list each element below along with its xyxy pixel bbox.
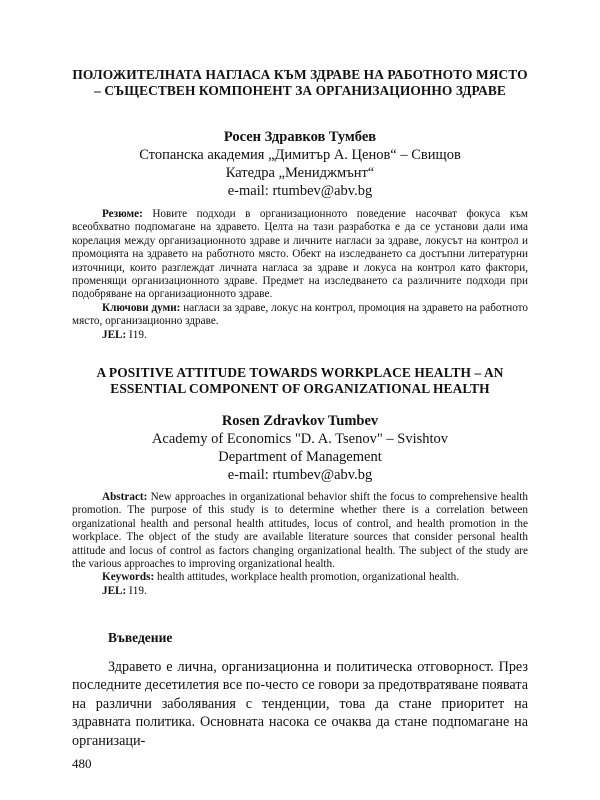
title-bulgarian: ПОЛОЖИТЕЛНАТА НАГЛАСА КЪМ ЗДРАВЕ НА РАБОТНОТО МЯСТО – СЪЩЕСТВЕН КОМПОНЕНТ ЗА ОРГАНИЗАЦИОННО ЗДРАВЕ — [72, 67, 528, 98]
introduction-paragraph: Здравето е лична, организационна и политическа отговорност. През последните десетилетия все по-често се говори за предотвратяване появата на различни заболявания с тенденции, това да стане приоритет на здравната политика. Основната насока се очаква да стане подпомагане на организаци- — [72, 659, 528, 749]
author-block-english — [72, 412, 528, 484]
department-bulgarian: Катедра „Мениджмънт“ — [225, 165, 375, 181]
abstract-english — [72, 491, 528, 598]
abstract-label-english: Abstract: — [102, 491, 148, 503]
abstract-bulgarian — [72, 208, 528, 342]
author-block-bulgarian — [72, 128, 528, 200]
abstract-paragraph-english — [72, 491, 528, 571]
title-english: A POSITIVE ATTITUDE TOWARDS WORKPLACE HEALTH – AN ESSENTIAL COMPONENT OF ORGANIZATIONAL HEALTH — [96, 365, 504, 396]
abstract-label-bulgarian: Резюме: — [102, 208, 143, 220]
jel-label-bulgarian: JEL: — [102, 328, 127, 341]
jel-text-english: I19. — [129, 584, 147, 597]
jel-paragraph-bulgarian — [72, 329, 528, 342]
email-bulgarian: e-mail: rtumbev@abv.bg — [227, 183, 373, 199]
affiliation-bulgarian: Стопанска академия „Димитър А. Ценов“ – Свищов — [139, 147, 461, 163]
jel-text-bulgarian: I19. — [129, 328, 147, 341]
email-english: e-mail: rtumbev@abv.bg — [227, 467, 373, 483]
affiliation-english: Academy of Economics "D. A. Tsenov" – Svishtov — [151, 431, 449, 447]
keywords-paragraph-bulgarian — [72, 302, 528, 329]
abstract-paragraph-bulgarian — [72, 208, 528, 302]
keywords-label-english: Keywords: — [102, 571, 155, 584]
keywords-label-bulgarian: Ключови думи: — [102, 301, 181, 314]
abstract-text-english: New approaches in organizational behavior shift the focus to comprehensive health promotion. The purpose of this study is to determine whether there is a correlation between organizational health and personal health attitudes, locus of control, and health promotion in the workplace. The object of the study are available literature sources that consider personal health attitude and locus of control as factors changing organizational health. The subject of the study are the various approaches to improving organizational health. — [72, 491, 528, 571]
jel-label-english: JEL: — [102, 584, 127, 597]
jel-paragraph-english — [72, 585, 528, 598]
keywords-text-english: health attitudes, workplace health promotion, organizational health. — [157, 571, 460, 584]
author-name-english: Rosen Zdravkov Tumbev — [221, 413, 379, 429]
abstract-text-bulgarian: Новите подходи в организационното поведение насочват фокуса към всеобхватно подпомагане на здравето. Целта на тази разработка е да се установи дали има корелация между организационното здраве и личните нагласи за здраве, локусът на контрол и промоцията на здравето на работното място. Обект на изследването са достъпни литературни източници, които разглеждат личната нагласа за здраве и локуса на контрол като фактори, променящи организационното здраве. Предмет на изследването са различните подходи при подобряване на организационното здраве. — [72, 208, 528, 301]
author-name-bulgarian: Росен Здравков Тумбев — [223, 129, 377, 145]
section-heading-introduction: Въведение — [108, 630, 173, 645]
keywords-text-bulgarian: нагласи за здраве, локус на контрол, промоция на здравето на работното място, организационно здраве. — [72, 301, 528, 328]
department-english: Department of Management — [218, 449, 382, 465]
page-number: 480 — [72, 756, 92, 771]
keywords-paragraph-english — [72, 571, 528, 584]
